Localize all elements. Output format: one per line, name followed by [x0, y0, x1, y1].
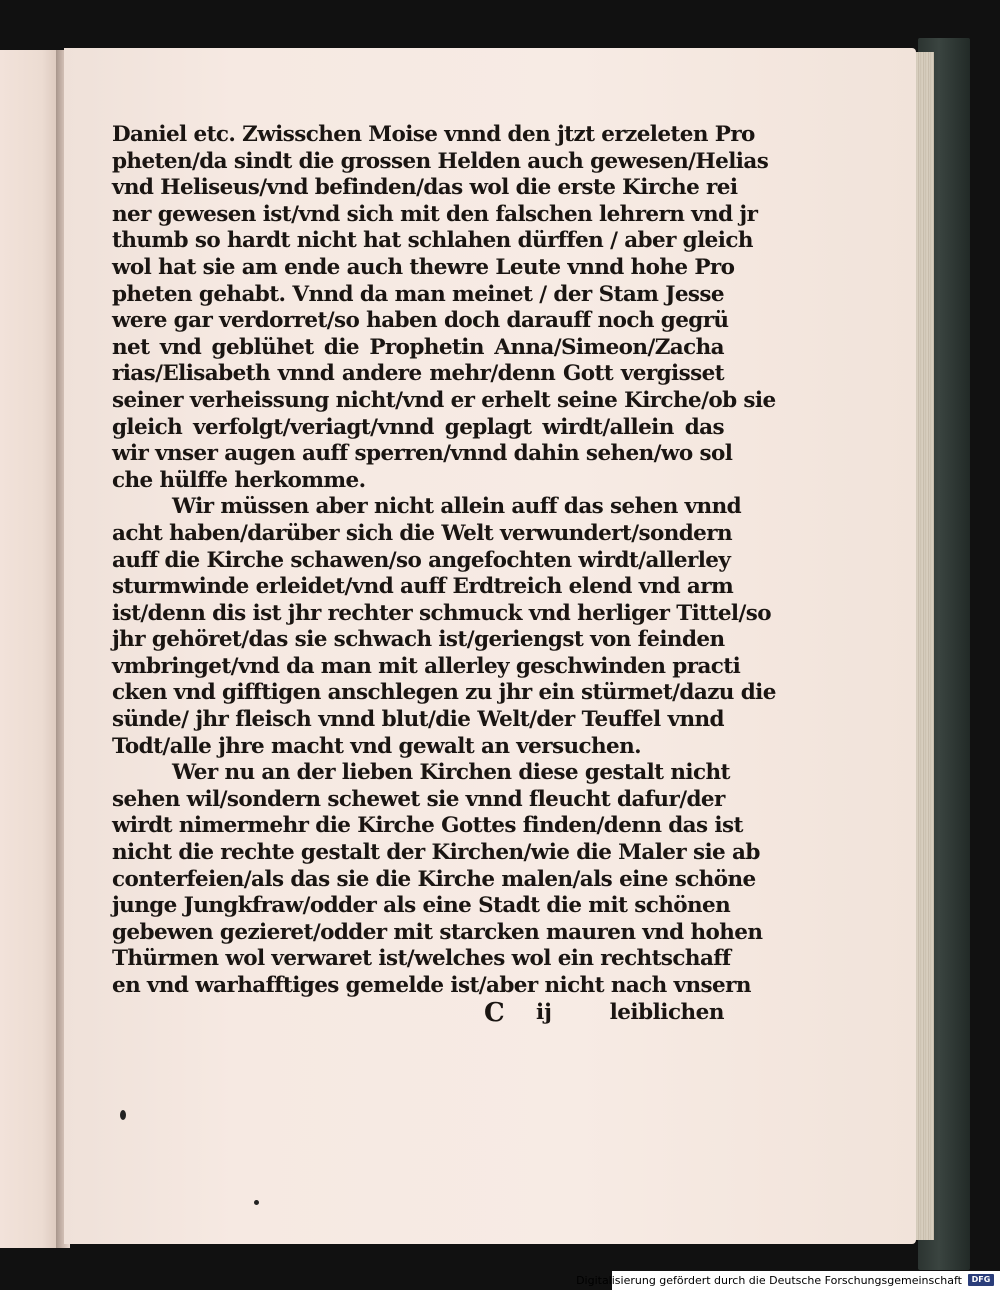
- text-line: pheten/da sindt die grossen Helden auch gewesen/Helias: [112, 148, 769, 174]
- text-line: sturmwinde erleidet/vnd auff Erdtreich elend vnd arm: [112, 574, 734, 600]
- text-line: Daniel etc. Zwisschen Moise vnnd den jtzt erzeleten Pro: [112, 122, 755, 147]
- text-line: nicht die rechte gestalt der Kirchen/wie die Maler sie ab: [112, 840, 760, 866]
- text-line: gleich verfolgt/veriagt/vnnd geplagt wirdt/allein das: [112, 414, 724, 440]
- text-line: auff die Kirche schawen/so angefochten wirdt/allerley: [112, 547, 731, 573]
- text-line: vnd Heliseus/vnd befinden/das wol die erste Kirche rei: [112, 175, 738, 201]
- text-line: en vnd warhafftiges gemelde ist/aber nicht nach vnsern: [112, 973, 751, 998]
- text-line: sünde/ jhr fleisch vnnd blut/die Welt/der Teuffel vnnd: [112, 707, 724, 733]
- catchword: leiblichen: [609, 1000, 724, 1025]
- signature-number: ij: [536, 1000, 552, 1025]
- text-line: wol hat sie am ende auch thewre Leute vnnd hohe Pro: [112, 254, 735, 280]
- signature-mark: C: [484, 998, 505, 1028]
- text-line: net vnd geblühet die Prophetin Anna/Simeon/Zacha: [112, 334, 724, 360]
- page-text-block: [112, 122, 776, 1000]
- text-line: wirdt nimermehr die Kirche Gottes finden/denn das ist: [112, 813, 743, 839]
- text-line: were gar verdorret/so haben doch darauff noch gegrü: [112, 308, 729, 334]
- text-line: thumb so hardt nicht hat schlahen dürffen / aber gleich: [112, 228, 753, 254]
- credit-text: Digitalisierung gefördert durch die Deutsche Forschungsgemeinschaft: [576, 1274, 962, 1287]
- text-line: acht haben/darüber sich die Welt verwundert/sondern: [112, 520, 733, 546]
- text-line: sehen wil/sondern schewet sie vnnd fleucht dafur/der: [112, 786, 725, 812]
- text-line: junge Jungkfraw/odder als eine Stadt die mit schönen: [112, 893, 731, 919]
- text-line: wir vnser augen auff sperren/vnnd dahin sehen/wo sol: [112, 441, 733, 467]
- digitization-credit: [576, 1271, 1000, 1290]
- ink-speck: [254, 1200, 259, 1205]
- text-line: Todt/alle jhre macht vnd gewalt an versuchen.: [112, 733, 642, 759]
- ink-speck: [120, 1110, 126, 1120]
- text-line: gebewen gezieret/odder mit starcken mauren vnd hohen: [112, 919, 763, 945]
- left-page: [0, 50, 60, 1248]
- text-line: seiner verheissung nicht/vnd er erhelt seine Kirche/ob sie: [112, 387, 776, 413]
- text-line: pheten gehabt. Vnnd da man meinet / der Stam Jesse: [112, 281, 724, 307]
- text-line: ner gewesen ist/vnd sich mit den falschen lehrern vnd jr: [112, 201, 758, 227]
- text-line: Thürmen wol verwaret ist/welches wol ein rechtschaff: [112, 946, 731, 972]
- text-line: conterfeien/als das sie die Kirche malen/als eine schöne: [112, 866, 756, 892]
- text-line: che hülffe herkomme.: [112, 467, 366, 493]
- page-footer: [484, 998, 724, 1028]
- text-line: Wer nu an der lieben Kirchen diese gestalt nicht: [172, 760, 730, 786]
- dfg-logo: DFG: [968, 1274, 994, 1286]
- text-line: Wir müssen aber nicht allein auff das sehen vnnd: [172, 494, 742, 520]
- text-line: jhr gehöret/das sie schwach ist/geriengst von feinden: [112, 627, 725, 653]
- text-line: ist/denn dis ist jhr rechter schmuck vnd herliger Tittel/so: [112, 600, 771, 626]
- text-line: vmbringet/vnd da man mit allerley geschwinden practi: [112, 653, 741, 679]
- text-line: cken vnd gifftigen anschlegen zu jhr ein stürmet/dazu die: [112, 680, 776, 706]
- text-line: rias/Elisabeth vnnd andere mehr/denn Gott vergisset: [112, 361, 724, 387]
